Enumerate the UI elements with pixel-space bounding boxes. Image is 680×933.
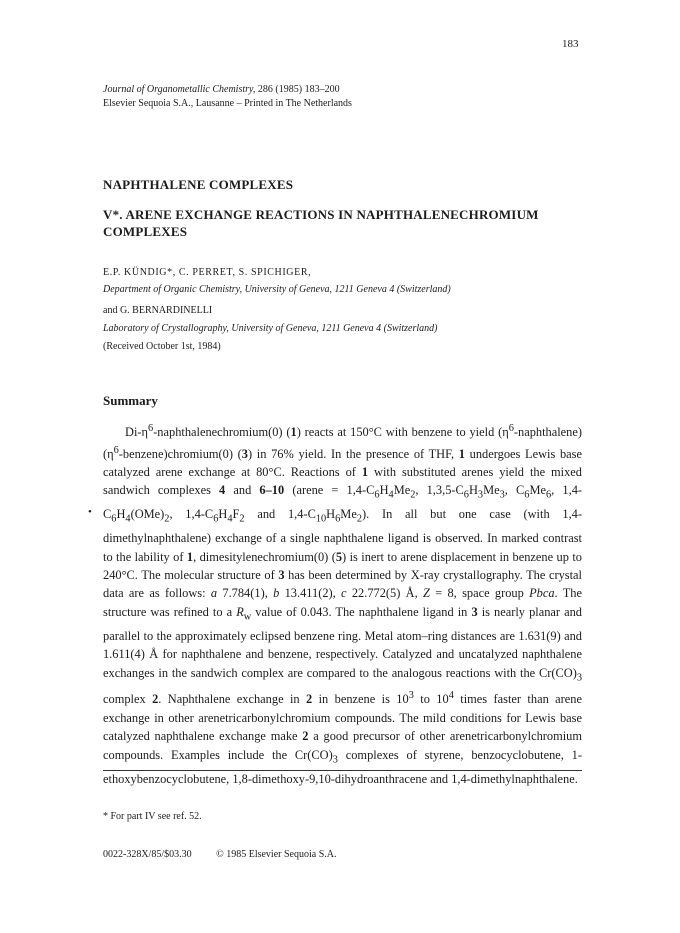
journal-citation: 286 (1985) 183–200: [257, 84, 340, 95]
footnote: * For part IV see ref. 52.: [103, 811, 202, 822]
journal-header: [103, 83, 352, 111]
page-number: 183: [562, 38, 579, 50]
publisher-line: Elsevier Sequoia S.A., Lausanne – Printed in The Netherlands: [103, 98, 352, 109]
issn-price-code: 0022-328X/85/$03.30: [103, 849, 192, 860]
journal-name: Journal of Organometallic Chemistry,: [103, 84, 256, 95]
affiliation-1: Department of Organic Chemistry, University of Geneva, 1211 Geneva 4 (Switzerland): [103, 284, 451, 295]
margin-mark: •: [88, 506, 92, 518]
paper-title: V*. ARENE EXCHANGE REACTIONS IN NAPHTHALENECHROMIUM COMPLEXES: [103, 207, 539, 239]
received-date: (Received October 1st, 1984): [103, 341, 221, 352]
author-2: and G. BERNARDINELLI: [103, 305, 213, 316]
affiliation-2: Laboratory of Crystallography, University of Geneva, 1211 Geneva 4 (Switzerland): [103, 323, 438, 334]
summary-heading: Summary: [103, 393, 158, 408]
section-title: NAPHTHALENE COMPLEXES: [103, 177, 294, 192]
copyright-line: [103, 849, 336, 860]
copyright-notice: © 1985 Elsevier Sequoia S.A.: [216, 849, 337, 860]
summary-paragraph: $Di-\eta^6-naphthalenechromium(0)$ (1) reacts at 150°C with benzene to yield $(\eta^6-naphthalene)(\eta^6-benzene)chromium(0)$ (3) in 76% yield. In the presence of THF, 1 undergoes Lewis base catalyzed arene exchange at 80°C. Reactions of 1 with substituted arenes yield the mixed sandwich complexes 4 and 6–10 (arene = $1,4-C_6H_4Me_2$, $1,3,5-C_6H_3Me_3$, $C_6Me_6$, $1,4-C_6H_4(OMe)_2$, $1,4-C_6H_4F_2$ and $1,4-C_{10}H_6Me_2$). In all but one case (with 1,4-dimethylnaphthalene) exchange of a single naphthalene ligand is observed. In marked contrast to the lability of 1, dimesitylenechromium(0) (5) is inert to arene displacement in benzene up to 240°C. The molecular structure of 3 has been determined by X-ray crystallography. The crystal data are as follows: a 7.784(1), b 13.411(2), c 22.772(5) Å, Z = 8, space group Pbca. The structure was refined to a $R_w$ value of 0.043. The naphthalene ligand in 3 is nearly planar and parallel to the approximately eclipsed benzene ring. Metal atom–ring distances are 1.631(9) and 1.611(4) Å for naphthalene and benzene, respectively. Catalyzed and uncatalyzed naphthalene exchanges in the sandwich complex are compared to the analogous reactions with the $Cr(CO)_3$ complex 2. Naphthalene exchange in 2 in benzene is $10^3$ to $10^4$ times faster than arene exchange in other arenetricarbonylchromium compounds. The mild conditions for Lewis base catalyzed naphthalene exchange make 2 a good precursor of other arenetricarbonylchromium compounds. Examples include the $Cr(CO)_3$ complexes of styrene, benzocyclobutene, 1-ethoxybenzocyclobutene, 1,8-dimethoxy-9,10-dihydroanthracene and 1,4-dimethylnaphthalene.: [103, 423, 583, 786]
author-list: E.P. KÜNDIG*, C. PERRET, S. SPICHIGER,: [103, 267, 312, 278]
footnote-divider: [103, 770, 582, 771]
